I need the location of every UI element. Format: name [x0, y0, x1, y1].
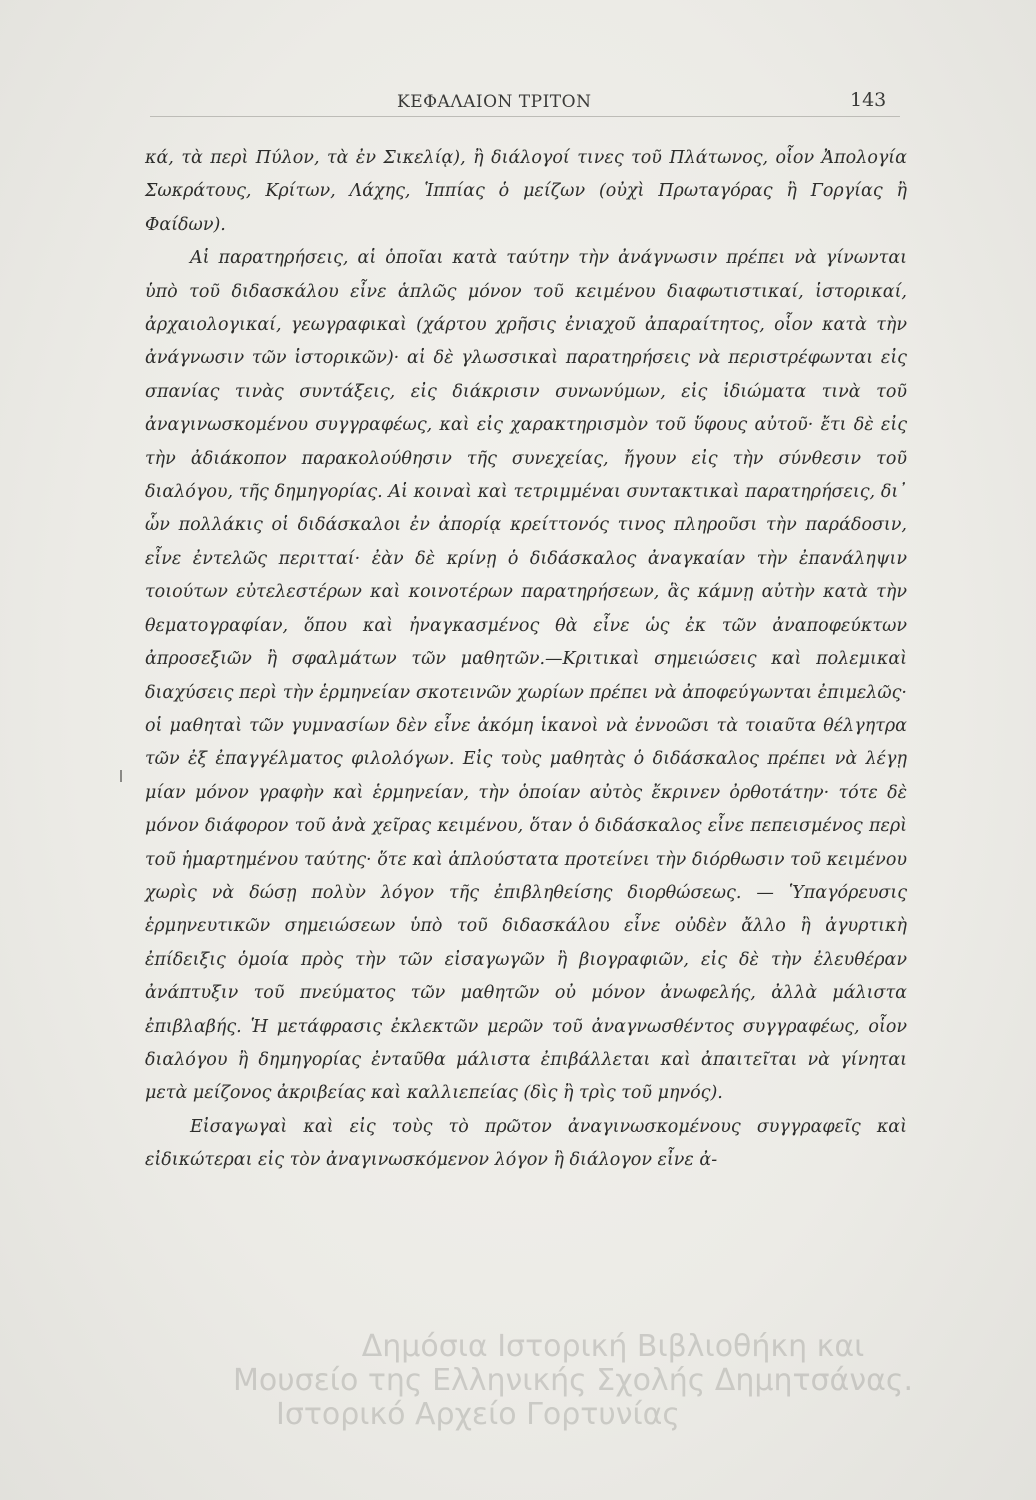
paragraph-2: Αἱ παρατηρήσεις, αἱ ὁποῖαι κατὰ ταύτην τὴν ἀνάγνωσιν πρέπει νὰ γίνωνται ὑπὸ τοῦ διδασκάλου εἶνε ἁπλῶς μόνον τοῦ κειμένου διαφωτιστικαί, ἱστορικαί, ἀρχαιολογικαί, γεωγραφικαὶ (χάρτου χρῆσις ἐνιαχοῦ ἀπαραίτητος, οἷον κατὰ τὴν ἀνάγνωσιν τῶν ἱστορικῶν)· αἱ δὲ γλωσσικαὶ παρατηρήσεις νὰ περιστρέφωνται εἰς σπανίας τινὰς συντάξεις, εἰς διάκρισιν συνωνύμων, εἰς ἰδιώματα τινὰ τοῦ ἀναγινωσκομένου συγγραφέως, καὶ εἰς χαρακτηρισμὸν τοῦ ὕφους αὐτοῦ· ἔτι δὲ εἰς τὴν ἀδιάκοπον παρακολούθησιν τῆς συνεχείας, ἤγουν εἰς τὴν σύνθεσιν τοῦ διαλόγου, τῆς δημηγορίας. Αἱ κοιναὶ καὶ τετριμμέναι συντακτικαὶ παρατηρήσεις, δι᾽ ὧν πολλάκις οἱ διδάσκαλοι ἐν ἀπορίᾳ κρείττονός τινος πληροῦσι τὴν παράδοσιν, εἶνε ἐντελῶς περιτταί· ἐὰν δὲ κρίνῃ ὁ διδάσκαλος ἀναγκαίαν τὴν ἐπανάληψιν τοιούτων εὐτελεστέρων καὶ κοινοτέρων παρατηρήσεων, ἃς κάμνῃ αὐτὴν κατὰ τὴν θεματογραφίαν, ὅπου καὶ ἠναγκασμένος θὰ εἶνε ὡς ἐκ τῶν ἀναποφεύκτων ἀπροσεξιῶν ἢ σφαλμάτων τῶν μαθητῶν.—Κριτικαὶ σημειώσεις καὶ πολεμικαὶ διαχύσεις περὶ τὴν ἑρμηνείαν σκοτεινῶν χωρίων πρέπει νὰ ἀποφεύγωνται ἐπιμελῶς· οἱ μαθηταὶ τῶν γυμνασίων δὲν εἶνε ἀκόμη ἱκανοὶ νὰ ἐννοῶσι τὰ τοιαῦτα θέλγητρα τῶν ἐξ ἐπαγγέλματος φιλολόγων. Εἰς τοὺς μαθητὰς ὁ διδάσκαλος πρέπει νὰ λέγῃ μίαν μόνον γραφὴν καὶ ἑρμηνείαν, τὴν ὁποίαν αὐτὸς ἔκρινεν ὀρθοτάτην· τότε δὲ μόνον διάφορον τοῦ ἀνὰ χεῖρας κειμένου, ὅταν ὁ διδάσκαλος εἶνε πεπεισμένος περὶ τοῦ ἡμαρτημένου ταύτης· ὅτε καὶ ἁπλούστατα προτείνει τὴν διόρθωσιν τοῦ κειμένου χωρὶς νὰ δώσῃ πολὺν λόγον τῆς ἐπιβληθείσης διορθώσεως. — Ὑπαγόρευσις ἑρμηνευτικῶν σημειώσεων ὑπὸ τοῦ διδασκάλου εἶνε οὐδὲν ἄλλο ἢ ἀγυρτικὴ ἐπίδειξις ὁμοία πρὸς τὴν τῶν εἰσαγωγῶν ἢ βιογραφιῶν, εἰς δὲ τὴν ἐλευθέραν ἀνάπτυξιν τοῦ πνεύματος τῶν μαθητῶν οὐ μόνον ἀνωφελής, ἀλλὰ μάλιστα ἐπιβλαβής. Ἡ μετάφρασις ἐκλεκτῶν μερῶν τοῦ ἀναγνωσθέντος συγγραφέως, οἷον διαλόγου ἢ δημηγορίας ἐνταῦθα μάλιστα ἐπιβάλλεται καὶ ἀπαιτεῖται νὰ γίνηται μετὰ μείζονος ἀκριβείας καὶ καλλιεπείας (δὶς ἢ τρὶς τοῦ μηνός). — [145, 248, 907, 1104]
watermark-line-3: Ιστορικό Αρχείο Γορτυνίας — [275, 1397, 681, 1432]
paragraph-1: κά, τὰ περὶ Πύλον, τὰ ἐν Σικελίᾳ), ἢ διάλογοί τινες τοῦ Πλάτωνος, οἷον Ἀπολογία Σωκράτους, Κρίτων, Λάχης, Ἱππίας ὁ μείζων (οὐχὶ Πρωταγόρας ἢ Γοργίας ἢ Φαίδων). — [145, 148, 907, 235]
page-number: 143 — [850, 89, 887, 111]
watermark-line-1: Δημόσια Ιστορική Βιβλιοθήκη και — [361, 1329, 865, 1364]
margin-mark — [120, 770, 122, 782]
running-title: ΚΕΦΑΛΑΙΟΝ ΤΡΙΤΟΝ — [397, 92, 592, 112]
paragraph-3: Εἰσαγωγαὶ καὶ εἰς τοὺς τὸ πρῶτον ἀναγινωσκομένους συγγραφεῖς καὶ εἰδικώτεραι εἰς τὸν ἀναγινωσκόμενον λόγον ἢ διάλογον εἶνε ἀ- — [145, 1116, 907, 1171]
watermark-line-2: Μουσείο της Ελληνικής Σχολής Δημητσάνας. — [232, 1363, 914, 1398]
header-rule — [150, 116, 900, 117]
body-text — [145, 142, 907, 1178]
page-header — [0, 89, 1036, 122]
library-watermark — [0, 1330, 1036, 1432]
